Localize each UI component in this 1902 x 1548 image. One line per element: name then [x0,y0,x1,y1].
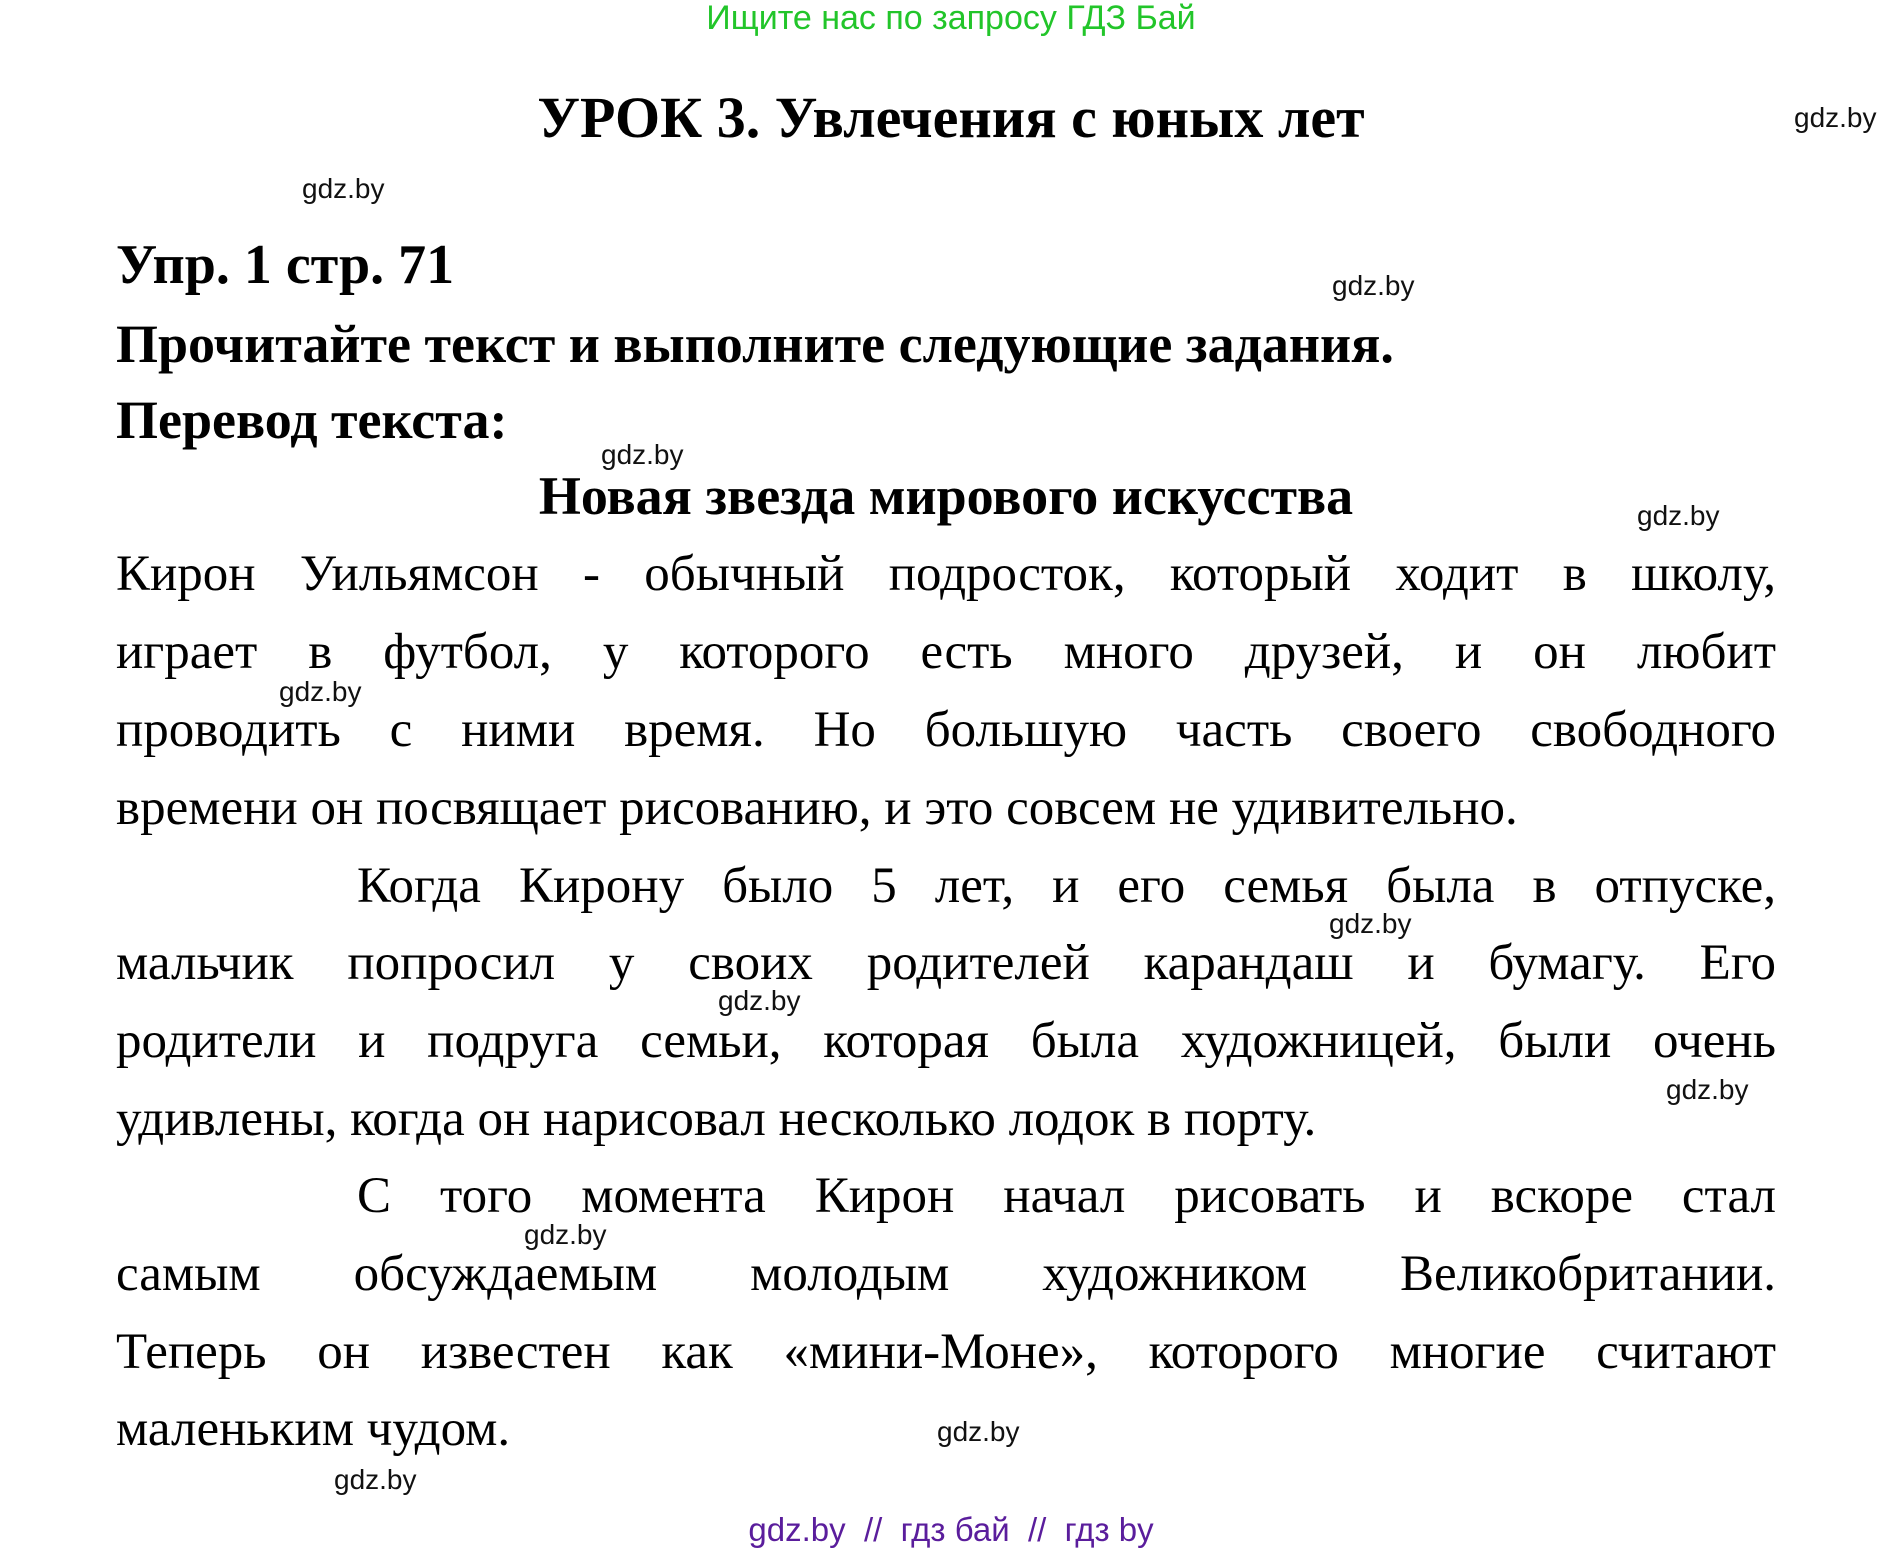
text-title: Новая звезда мирового искусства [538,466,1354,526]
watermark: gdz.by [1329,908,1412,939]
watermark: gdz.by [302,173,385,204]
text-line: времени он посвящает рисованию, и это совсем не удивительно. [116,780,1518,836]
watermark: gdz.by [937,1416,1020,1447]
footer-watermark: gdz.by // гдз бай // гдз by [748,1511,1154,1548]
watermark: gdz.by [1794,102,1877,133]
watermark: gdz.by [601,439,684,470]
text-line: Когда Кирону было 5 лет, и его семья была в отпуске, [357,858,1776,914]
watermark: gdz.by [524,1219,607,1250]
watermark: gdz.by [1332,270,1415,301]
translation-label: Перевод текста: [116,390,508,450]
search-banner: Ищите нас по запросу ГДЗ Бай [706,0,1196,37]
text-line: Кирон Уильямсон - обычный подросток, который ходит в школу, [116,546,1776,602]
watermark: gdz.by [334,1464,417,1495]
text-line: самым обсуждаемым молодым художником Великобритании. [116,1246,1776,1302]
exercise-heading: Упр. 1 стр. 71 [116,234,455,296]
text-line: маленьким чудом. [116,1401,511,1457]
text-line: удивлены, когда он нарисовал несколько лодок в порту. [116,1091,1317,1147]
watermark: gdz.by [1666,1074,1749,1105]
watermark: gdz.by [1637,500,1720,531]
text-line: играет в футбол, у которого есть много друзей, и он любит [116,624,1776,680]
watermark: gdz.by [718,985,801,1016]
text-line: проводить с ними время. Но большую часть своего свободного [116,702,1776,758]
text-line: С того момента Кирон начал рисовать и вскоре стал [357,1168,1776,1224]
lesson-title: УРОК 3. Увлечения с юных лет [537,85,1365,150]
text-line: мальчик попросил у своих родителей карандаш и бумагу. Его [116,935,1776,991]
watermark: gdz.by [279,676,362,707]
task-heading: Прочитайте текст и выполните следующие задания. [116,314,1394,374]
text-line: родители и подруга семьи, которая была художницей, были очень [116,1013,1776,1069]
text-line: Теперь он известен как «мини-Моне», которого многие считают [116,1324,1776,1380]
